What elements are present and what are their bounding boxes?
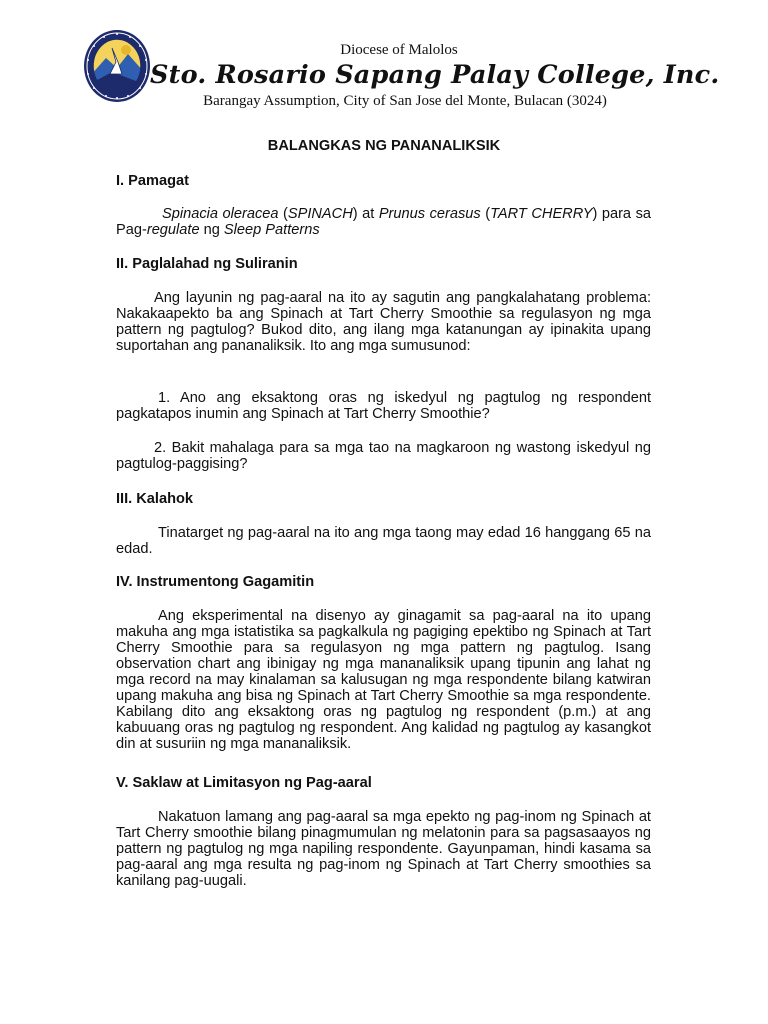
kalahok-text: Tinatarget ng pag-aaral na ito ang mga taong may edad 16 hanggang 65 na edad. <box>116 525 651 557</box>
pamagat-text: Spinacia oleracea (SPINACH) at Prunus cerasus (TART CHERRY) para sa Pag-regulate ng Sleep Patterns <box>116 206 651 238</box>
section-heading-pamagat: I. Pamagat <box>116 173 189 189</box>
suliranin-question-1: 1. Ano ang eksaktong oras ng iskedyul ng pagtulog ng respondent pagkatapos inumin ang Spinach at Tart Cherry Smoothie? <box>116 390 651 422</box>
suliranin-question-2: 2. Bakit mahalaga para sa mga tao na magkaroon ng wastong iskedyul ng pagtulog-paggising? <box>116 440 651 472</box>
section-heading-instrumento: IV. Instrumentong Gagamitin <box>116 574 315 590</box>
saklaw-text: Nakatuon lamang ang pag-aaral sa mga epekto ng pag-inom ng Spinach at Tart Cherry smoothie bilang pinagmumulan ng melatonin para sa pagsasaayos ng pattern ng pagtulog ng mga napiling respondente. Gayunpaman, hindi kasama sa pag-aaral ang mga resulta ng pag-inom ng Spinach at Tart Cherry smoothies sa kanilang pag-uugali. <box>116 809 651 889</box>
section-heading-kalahok: III. Kalahok <box>116 491 194 507</box>
section-heading-saklaw: V. Saklaw at Limitasyon ng Pag-aaral <box>116 775 372 791</box>
college-address: Barangay Assumption, City of San Jose del Monte, Bulacan (3024) <box>203 93 607 109</box>
section-heading-suliranin: II. Paglalahad ng Suliranin <box>116 256 298 272</box>
diocese-label: Diocese of Malolos <box>340 42 458 58</box>
instrumento-text: Ang eksperimental na disenyo ay ginagamit sa pag-aaral na ito upang makuha ang mga istatistika sa pagkalkula ng pagiging epektibo ng Spinach at Tart Cherry Smoothie para sa regulasyon ng mga pattern ng pagtulog. Isang observation chart ang ibinigay ng mga mananaliksik upang tipunin ang lahat ng mga record na may kinalaman sa kalusugan ng mga respondente bilang katwiran upang makuha ang bisa ng Spinach at Tart Cherry Smoothie sa mga respondente. Kabilang dito ang eksaktong oras ng pagtulog ng respondent (p.m.) at ang kabuuang oras ng pagtulog ng respondent. Ang kalidad ng pagtulog ay kasangkot din at susuriin ng mga mananaliksik. <box>116 608 651 752</box>
document-title: BALANGKAS NG PANANALIKSIK <box>267 138 501 154</box>
college-name: Sto. Rosario Sapang Palay College, Inc. <box>150 60 720 90</box>
suliranin-intro: Ang layunin ng pag-aaral na ito ay sagutin ang pangkalahatang problema: Nakakaapekto ba ang Spinach at Tart Cherry Smoothie sa regulasyon ng mga pattern ng pagtulog? Bukod dito, ang ilang mga katanungan ay ipinakita upang suportahan ang pananaliksik. Ito ang mga sumusunod: <box>116 290 651 354</box>
